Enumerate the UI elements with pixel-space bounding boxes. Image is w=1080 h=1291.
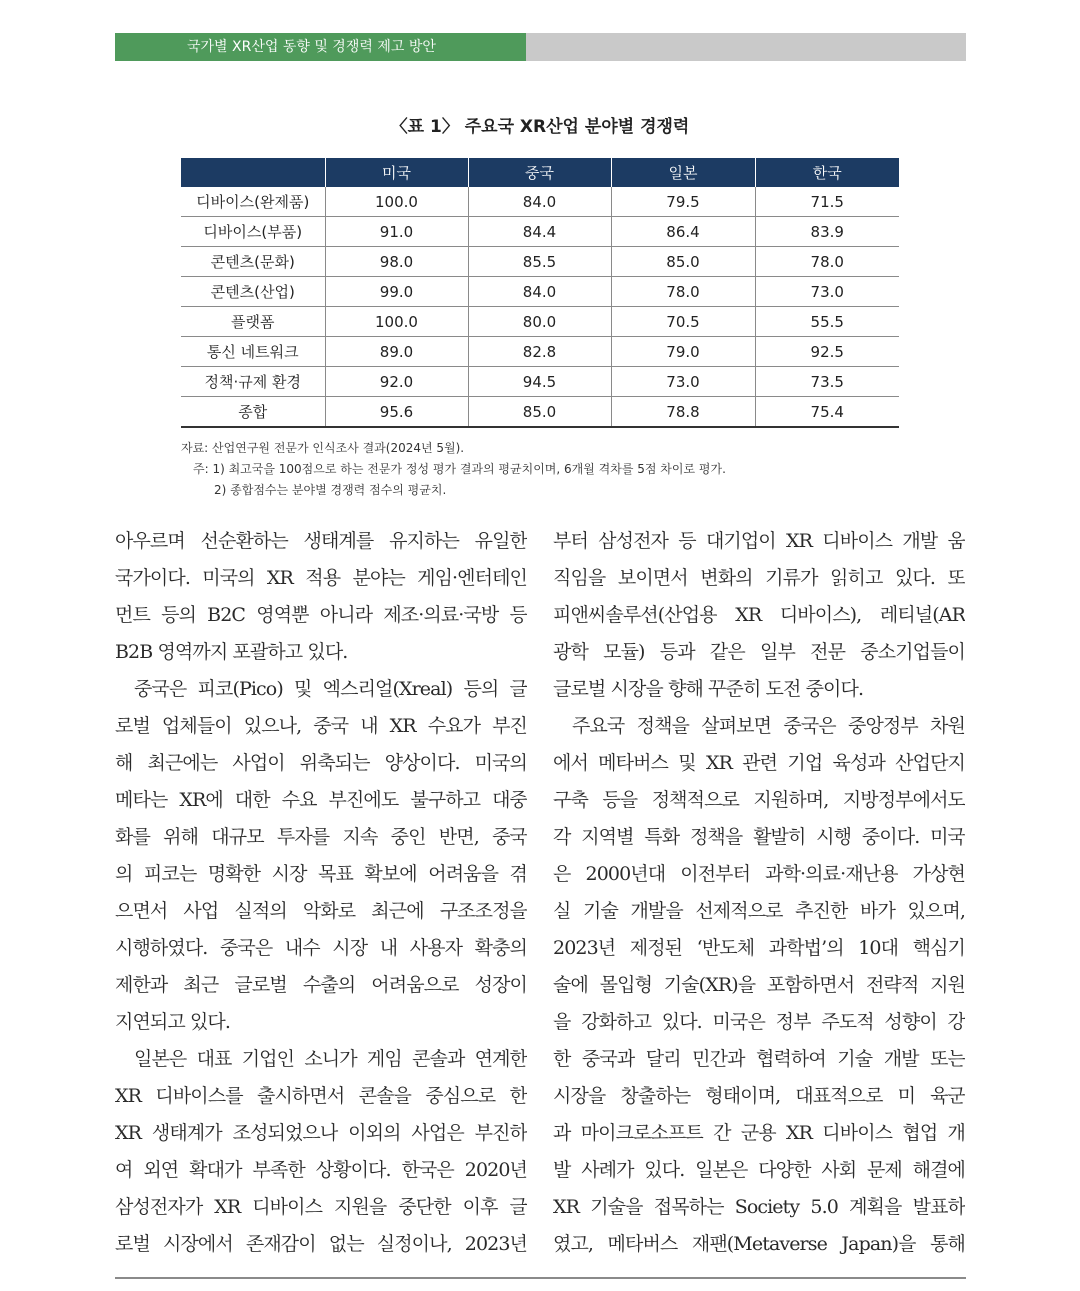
table-note-1: 주: 1) 최고국을 100점으로 하는 전문가 정성 평가 결과의 평균치이며, 6개월 격차를 5점 차이로 평가. xyxy=(193,462,726,476)
score-cell: 73.0 xyxy=(611,367,755,397)
text-line: 직임을 보이면서 변화의 기류가 읽히고 있다. 또 xyxy=(553,567,965,589)
text-line: 삼성전자가 XR 디바이스 지원을 중단한 이후 글 xyxy=(115,1196,527,1218)
table-row xyxy=(181,307,899,337)
score-cell: 80.0 xyxy=(468,307,611,337)
text-line: 으면서 사업 실적의 악화로 최근에 구조조정을 xyxy=(115,900,527,922)
score-cell: 85.0 xyxy=(611,247,755,277)
table-body xyxy=(181,187,899,427)
table-row xyxy=(181,217,899,247)
score-cell: 82.8 xyxy=(468,337,611,367)
text-line: 과 마이크로소프트 간 군용 XR 디바이스 협업 개 xyxy=(553,1122,965,1144)
text-line: 주요국 정책을 살펴보면 중국은 중앙정부 차원 xyxy=(572,715,965,737)
score-cell: 89.0 xyxy=(325,337,468,367)
score-cell: 84.0 xyxy=(468,187,611,217)
header-cell-usa: 미국 xyxy=(325,158,468,187)
text-line: 시행하였다. 중국은 내수 시장 내 사용자 확충의 xyxy=(115,937,527,959)
body-column-right xyxy=(553,523,965,1263)
text-line: 에서 메타버스 및 XR 관련 기업 육성과 산업단지 xyxy=(553,752,965,774)
score-cell: 92.5 xyxy=(755,337,899,367)
score-cell: 71.5 xyxy=(755,187,899,217)
body-column-left xyxy=(115,523,527,1263)
table-row xyxy=(181,367,899,397)
competitiveness-table xyxy=(181,158,899,428)
text-line: XR 디바이스를 출시하면서 콘솔을 중심으로 한 xyxy=(115,1085,527,1107)
text-line: 로벌 업체들이 있으나, 중국 내 XR 수요가 부진 xyxy=(115,715,527,737)
running-header-accent xyxy=(115,33,526,61)
text-line: 여 외연 확대가 부족한 상황이다. 한국은 2020년 xyxy=(115,1159,527,1181)
row-label-cell: 콘텐츠(산업) xyxy=(181,277,325,307)
score-cell: 73.0 xyxy=(755,277,899,307)
row-label-cell: 통신 네트워크 xyxy=(181,337,325,367)
score-cell: 92.0 xyxy=(325,367,468,397)
score-cell: 75.4 xyxy=(755,397,899,428)
text-line: 글로벌 시장을 향해 꾸준히 도전 중이다. xyxy=(553,678,864,700)
score-cell: 70.5 xyxy=(611,307,755,337)
table-note-2: 2) 종합점수는 분야별 경쟁력 점수의 평균치. xyxy=(214,483,447,497)
text-line: 술에 몰입형 기술(XR)을 포함하면서 전략적 지원 xyxy=(553,974,965,996)
text-line: 한 중국과 달리 민간과 협력하여 기술 개발 또는 xyxy=(553,1048,965,1070)
score-cell: 94.5 xyxy=(468,367,611,397)
score-cell: 79.0 xyxy=(611,337,755,367)
text-line: 화를 위해 대규모 투자를 지속 중인 반면, 중국 xyxy=(115,826,527,848)
table-header-row xyxy=(181,158,899,187)
header-cell-korea: 한국 xyxy=(755,158,899,187)
text-line: 구축 등을 정책적으로 지원하며, 지방정부에서도 xyxy=(553,789,965,811)
score-cell: 95.6 xyxy=(325,397,468,428)
score-cell: 91.0 xyxy=(325,217,468,247)
header-cell-empty xyxy=(181,158,325,187)
text-line: 을 강화하고 있다. 미국은 정부 주도적 성향이 강 xyxy=(553,1011,965,1033)
table-row xyxy=(181,277,899,307)
text-line: 먼트 등의 B2C 영역뿐 아니라 제조·의료·국방 등 xyxy=(115,604,527,626)
table-title: 〈표 1〉 주요국 XR산업 분야별 경쟁력 xyxy=(390,117,690,137)
text-line: XR 기술을 접목하는 Society 5.0 계획을 발표하 xyxy=(553,1196,965,1218)
text-line: 은 2000년대 이전부터 과학·의료·재난용 가상현 xyxy=(553,863,965,885)
table-source: 자료: 산업연구원 전문가 인식조사 결과(2024년 5월). xyxy=(181,441,465,455)
row-label-cell: 콘텐츠(문화) xyxy=(181,247,325,277)
table-row xyxy=(181,337,899,367)
text-line: XR 생태계가 조성되었으나 이외의 사업은 부진하 xyxy=(115,1122,527,1144)
row-label-cell: 정책·규제 환경 xyxy=(181,367,325,397)
text-line: 의 피코는 명확한 시장 목표 확보에 어려움을 겪 xyxy=(115,863,527,885)
text-line: B2B 영역까지 포괄하고 있다. xyxy=(115,641,348,663)
text-line: 일본은 대표 기업인 소니가 게임 콘솔과 연계한 xyxy=(134,1048,527,1070)
score-cell: 55.5 xyxy=(755,307,899,337)
table-row xyxy=(181,397,899,428)
text-line: 아우르며 선순환하는 생태계를 유지하는 유일한 xyxy=(115,530,527,552)
footer-rule xyxy=(115,1277,966,1279)
text-line: 각 지역별 특화 정책을 활발히 시행 중이다. 미국 xyxy=(553,826,965,848)
score-cell: 83.9 xyxy=(755,217,899,247)
header-cell-japan: 일본 xyxy=(611,158,755,187)
row-label-cell: 디바이스(완제품) xyxy=(181,187,325,217)
score-cell: 100.0 xyxy=(325,307,468,337)
score-cell: 99.0 xyxy=(325,277,468,307)
text-line: 국가이다. 미국의 XR 적용 분야는 게임·엔터테인 xyxy=(115,567,527,589)
text-line: 지연되고 있다. xyxy=(115,1011,231,1033)
table-row xyxy=(181,187,899,217)
running-header xyxy=(115,33,966,61)
running-header-title: 국가별 XR산업 동향 및 경쟁력 제고 방안 xyxy=(187,39,436,55)
table-row xyxy=(181,247,899,277)
text-line: 발 사례가 있다. 일본은 다양한 사회 문제 해결에 xyxy=(553,1159,965,1181)
score-cell: 78.0 xyxy=(755,247,899,277)
text-line: 로벌 시장에서 존재감이 없는 실정이나, 2023년 xyxy=(115,1233,527,1255)
score-cell: 85.0 xyxy=(468,397,611,428)
text-line: 실 기술 개발을 선제적으로 추진한 바가 있으며, xyxy=(553,900,965,922)
row-label-cell: 종합 xyxy=(181,397,325,428)
text-line: 2023년 제정된 ‘반도체 과학법’의 10대 핵심기 xyxy=(553,937,965,959)
score-cell: 73.5 xyxy=(755,367,899,397)
row-label-cell: 플랫폼 xyxy=(181,307,325,337)
score-cell: 98.0 xyxy=(325,247,468,277)
score-cell: 84.4 xyxy=(468,217,611,247)
score-cell: 100.0 xyxy=(325,187,468,217)
text-line: 였고, 메타버스 재팬(Metaverse Japan)을 통해 xyxy=(553,1233,965,1255)
score-cell: 85.5 xyxy=(468,247,611,277)
text-line: 부터 삼성전자 등 대기업이 XR 디바이스 개발 움 xyxy=(553,530,965,552)
score-cell: 78.0 xyxy=(611,277,755,307)
text-line: 메타는 XR에 대한 수요 부진에도 불구하고 대중 xyxy=(115,789,527,811)
text-line: 해 최근에는 사업이 위축되는 양상이다. 미국의 xyxy=(115,752,527,774)
row-label-cell: 디바이스(부품) xyxy=(181,217,325,247)
score-cell: 79.5 xyxy=(611,187,755,217)
text-line: 중국은 피코(Pico) 및 엑스리얼(Xreal) 등의 글 xyxy=(134,678,527,700)
text-line: 시장을 창출하는 형태이며, 대표적으로 미 육군 xyxy=(553,1085,965,1107)
score-cell: 78.8 xyxy=(611,397,755,428)
table-notes xyxy=(181,438,726,501)
text-line: 피앤씨솔루션(산업용 XR 디바이스), 레티널(AR xyxy=(553,604,965,626)
text-line: 제한과 최근 글로벌 수출의 어려움으로 성장이 xyxy=(115,974,527,996)
text-line: 광학 모듈) 등과 같은 일부 전문 중소기업들이 xyxy=(553,641,965,663)
header-cell-china: 중국 xyxy=(468,158,611,187)
score-cell: 84.0 xyxy=(468,277,611,307)
score-cell: 86.4 xyxy=(611,217,755,247)
